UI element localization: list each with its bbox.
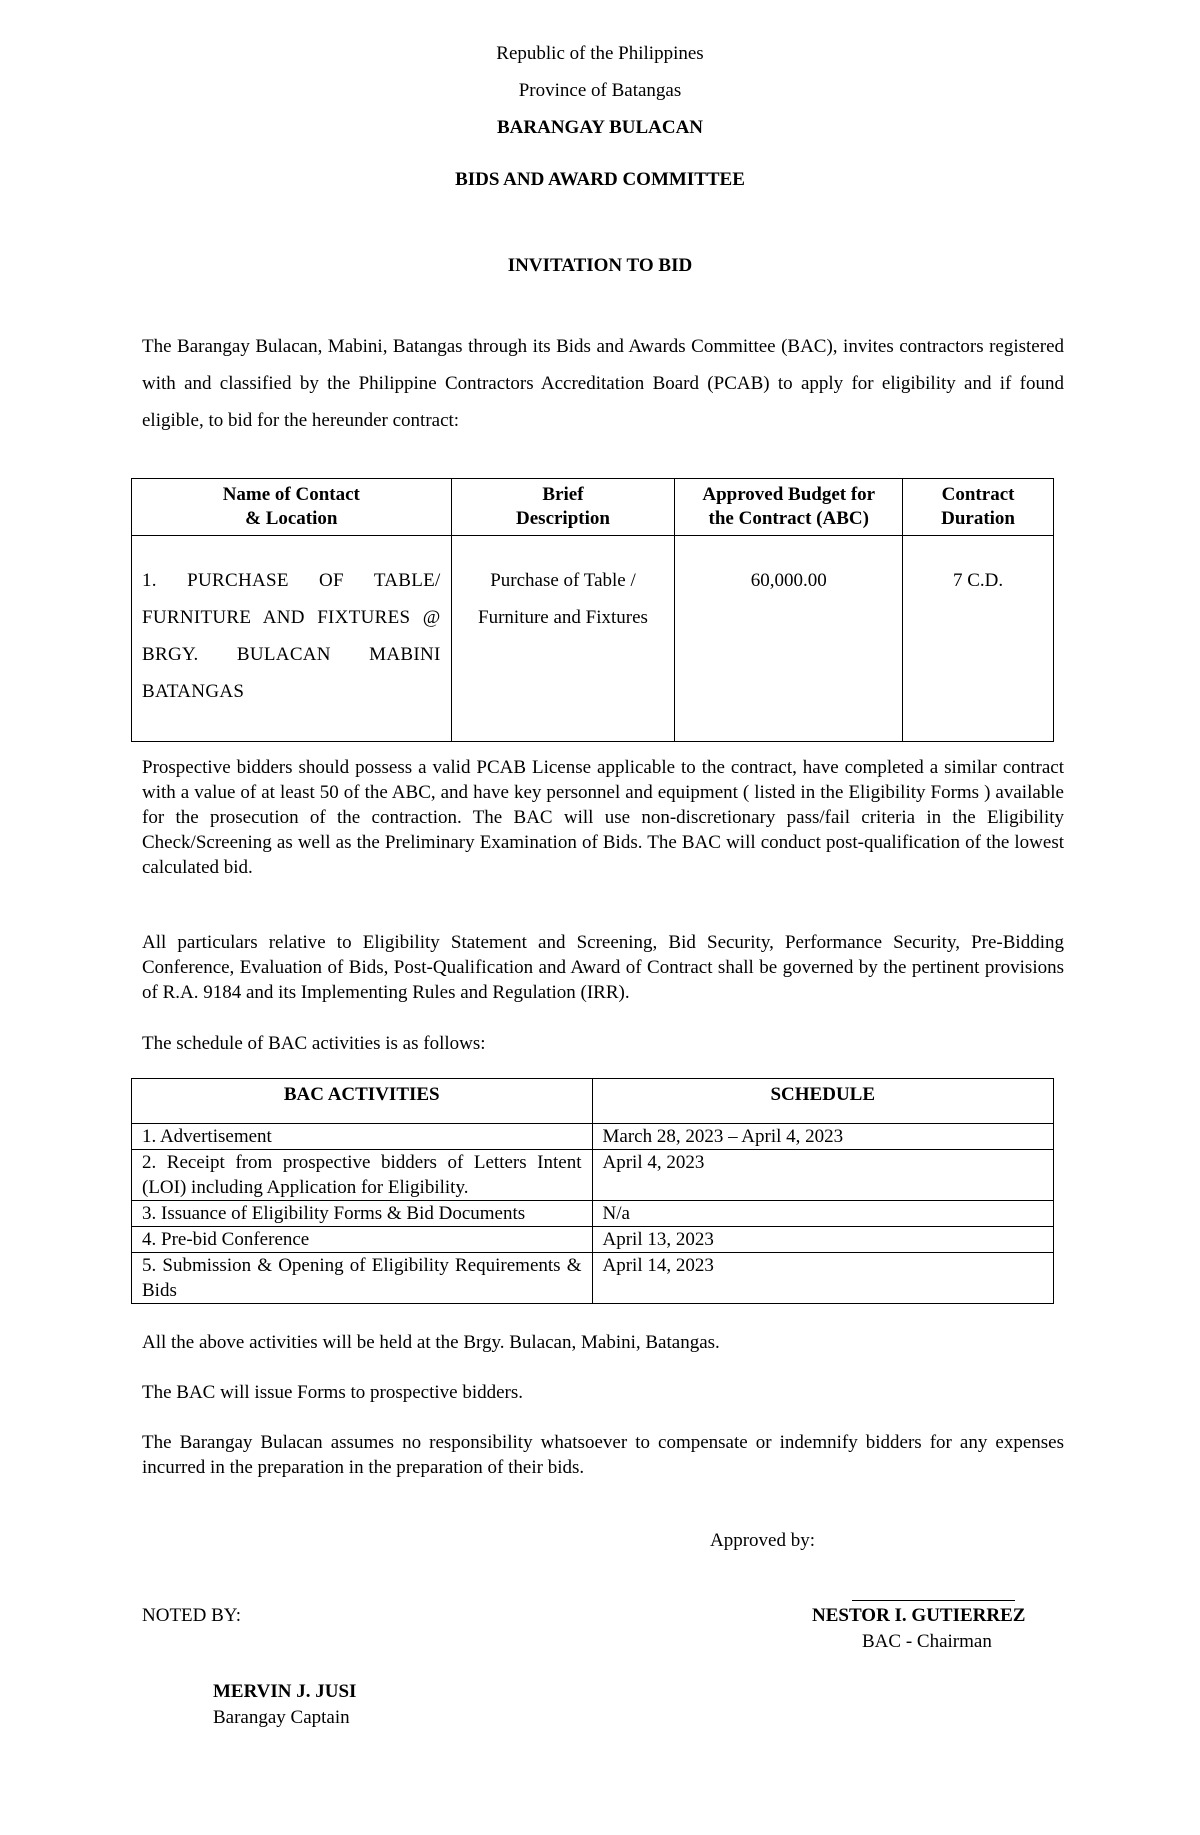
header-province: Province of Batangas [518,80,682,101]
captain-name: MERVIN J. JUSI [213,1681,357,1702]
header-republic: Republic of the Philippines [496,43,704,64]
signature-line [852,1600,1015,1601]
schedule-cell: N/a [592,1201,1054,1227]
intro-paragraph: The Barangay Bulacan, Mabini, Batangas through its Bids and Awards Committee (BAC), invites contractors registered with and classified by the Philippine Contractors Accreditation Board (PCAB) to apply for eligibility and if found eligible, to bid for the hereunder contract: [142,336,1064,431]
forms-paragraph: The BAC will issue Forms to prospective bidders. [142,1382,524,1403]
table-row [132,1253,1054,1304]
header-bac-activities: BAC ACTIVITIES [132,1079,593,1124]
schedule-table [131,1078,1054,1304]
header-approved-budget: Approved Budget for the Contract (ABC) [675,479,903,536]
particulars-paragraph: All particulars relative to Eligibility Statement and Screening, Bid Security, Performance Security, Pre-Bidding Conference, Evaluation of Bids, Post-Qualification and Award of Contract shall be governed by the pertinent provisions of R.A. 9184 and its Implementing Rules and Regulation (IRR). [142,932,1064,1003]
activity-cell: 4. Pre-bid Conference [132,1227,593,1253]
document-title: INVITATION TO BID [507,255,693,276]
schedule-intro: The schedule of BAC activities is as follows: [142,1033,486,1054]
header-barangay: BARANGAY BULACAN [496,117,704,138]
contract-table-header-row [132,479,1054,536]
table-row [132,1227,1054,1253]
approved-by-label: Approved by: [710,1530,816,1551]
activity-cell: 3. Issuance of Eligibility Forms & Bid Documents [132,1201,593,1227]
contract-name-cell: 1. PURCHASE OF TABLE/ FURNITURE AND FIXTURES @ BRGY. BULACAN MABINI BATANGAS [132,536,452,742]
noted-by-label: NOTED BY: [142,1605,242,1626]
header-contract-duration: Contract Duration [903,479,1054,536]
table-row [132,536,1054,742]
schedule-cell: April 4, 2023 [592,1150,1054,1201]
contract-duration-cell: 7 C.D. [903,536,1054,742]
table-row [132,1150,1054,1201]
activity-cell: 2. Receipt from prospective bidders of Letters Intent (LOI) including Application for Eligibility. [132,1150,593,1201]
venue-paragraph: All the above activities will be held at the Brgy. Bulacan, Mabini, Batangas. [142,1332,720,1353]
header-committee: BIDS AND AWARD COMMITTEE [455,169,745,190]
table-row [132,1124,1054,1150]
table-row [132,1201,1054,1227]
header-schedule: SCHEDULE [592,1079,1054,1124]
schedule-cell: April 13, 2023 [592,1227,1054,1253]
chair-title: BAC - Chairman [862,1631,992,1652]
contract-table [131,478,1054,742]
chair-name: NESTOR I. GUTIERREZ [812,1605,1026,1626]
schedule-cell: April 14, 2023 [592,1253,1054,1304]
captain-title: Barangay Captain [213,1707,350,1728]
schedule-table-header-row [132,1079,1054,1124]
schedule-cell: March 28, 2023 – April 4, 2023 [592,1124,1054,1150]
contract-abc-cell: 60,000.00 [675,536,903,742]
requirements-paragraph: Prospective bidders should possess a valid PCAB License applicable to the contract, have completed a similar contract with a value of at least 50 of the ABC, and have key personnel and equipment ( listed in the Eligibility Forms ) available for the prosecution of the contraction. The BAC will use non-discretionary pass/fail criteria in the Eligibility Check/Screening as well as the Preliminary Examination of Bids. The BAC will conduct post-qualification of the lowest calculated bid. [142,757,1064,878]
activity-cell: 1. Advertisement [132,1124,593,1150]
activity-cell: 5. Submission & Opening of Eligibility Requirements & Bids [132,1253,593,1304]
header-brief-description: Brief Description [451,479,675,536]
header-name-location: Name of Contact & Location [132,479,452,536]
responsibility-paragraph: The Barangay Bulacan assumes no responsibility whatsoever to compensate or indemnify bidders for any expenses incurred in the preparation in the preparation of their bids. [142,1432,1064,1478]
contract-description-cell: Purchase of Table / Furniture and Fixtures [451,536,675,742]
